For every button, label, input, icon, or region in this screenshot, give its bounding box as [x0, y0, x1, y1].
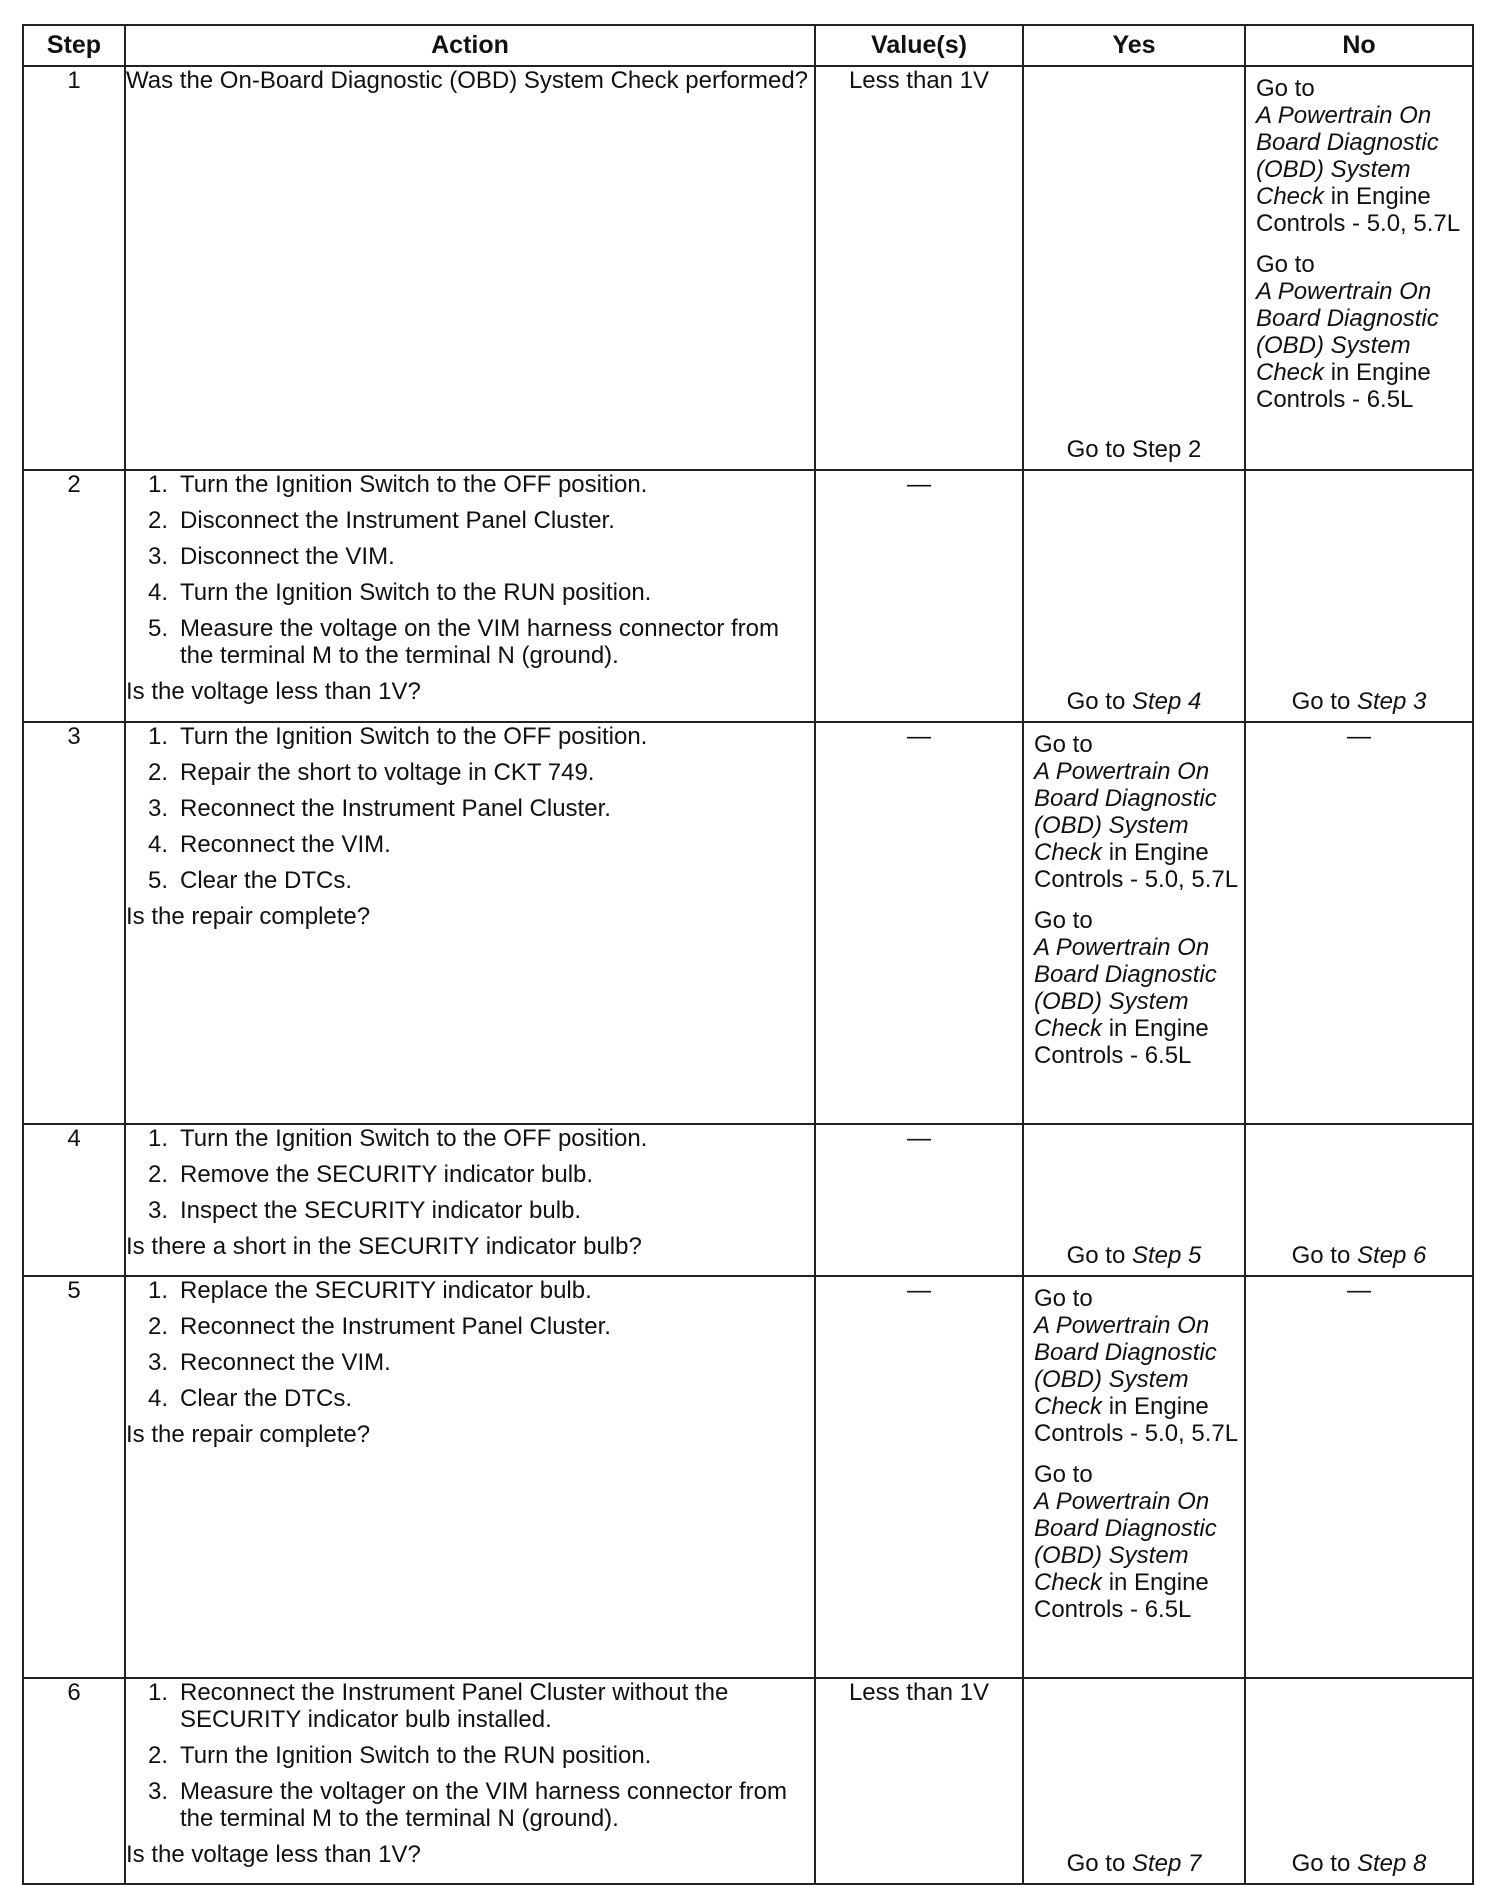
action-question: Is the voltage less than 1V? [126, 678, 421, 705]
action-cell [125, 722, 815, 1124]
table-row-step-2 [23, 470, 1473, 722]
obd-check-link[interactable]: A Powertrain On Board Diagnostic (OBD) System Check [1256, 102, 1439, 210]
yes-cell [1023, 66, 1245, 470]
table-row-step-3 [23, 722, 1473, 1124]
action-step: 3. Reconnect the VIM. [148, 1349, 391, 1376]
action-step: 3. Reconnect the Instrument Panel Cluster. [148, 795, 611, 822]
step-number: 6 [23, 1678, 125, 1884]
engine-controls-label: in Engine Controls - 6.5L [1034, 1569, 1209, 1623]
step-number: 3 [23, 722, 125, 1124]
value-cell: Less than 1V [815, 1678, 1023, 1884]
action-step: 1. Turn the Ignition Switch to the OFF position. [148, 1125, 648, 1152]
action-step: 3. Disconnect the VIM. [148, 543, 395, 570]
value-cell: Less than 1V [815, 66, 1023, 470]
action-step-list [126, 723, 814, 894]
value-cell: — [815, 722, 1023, 1124]
goto-label: Go to [1034, 731, 1093, 758]
table-row-step-1 [23, 66, 1473, 470]
no-cell: — [1245, 1276, 1473, 1678]
step-number: 2 [23, 470, 125, 722]
value-cell: — [815, 1124, 1023, 1276]
action-step: 3. Measure the voltager on the VIM harness connector from the terminal M to the terminal N (ground). [148, 1778, 787, 1832]
engine-controls-label: in Engine Controls - 5.0, 5.7L [1256, 183, 1461, 237]
action-step: 3. Inspect the SECURITY indicator bulb. [148, 1197, 582, 1224]
obd-check-link[interactable]: A Powertrain On Board Diagnostic (OBD) System Check [1034, 1312, 1217, 1420]
header-no: No [1245, 25, 1473, 66]
table-row-step-5 [23, 1276, 1473, 1678]
header-row [23, 25, 1473, 66]
header-yes: Yes [1023, 25, 1245, 66]
action-question: Is the voltage less than 1V? [126, 1841, 421, 1868]
action-step-list [126, 471, 814, 669]
action-cell [125, 470, 815, 722]
obd-check-link[interactable]: A Powertrain On Board Diagnostic (OBD) System Check [1034, 934, 1217, 1042]
no-cell [1245, 66, 1473, 470]
yes-goto: Go to Step 2 [1066, 436, 1202, 463]
engine-controls-label: in Engine Controls - 6.5L [1034, 1015, 1209, 1069]
no-cell [1245, 1678, 1473, 1884]
yes-goto[interactable]: Go to Step 4 [1066, 688, 1202, 715]
action-step: 4. Turn the Ignition Switch to the RUN position. [148, 579, 652, 606]
table-row-step-6 [23, 1678, 1473, 1884]
goto-label: Go to [1034, 1285, 1093, 1312]
yes-cell [1023, 722, 1245, 1124]
action-step-list [126, 1125, 814, 1224]
goto-label: Go to [1034, 907, 1093, 934]
action-step: 2. Turn the Ignition Switch to the RUN position. [148, 1742, 652, 1769]
step-number: 4 [23, 1124, 125, 1276]
action-step: 5. Measure the voltage on the VIM harness connector from the terminal M to the terminal N (ground). [148, 615, 779, 669]
action-step: 2. Reconnect the Instrument Panel Cluster. [148, 1313, 611, 1340]
obd-check-link[interactable]: A Powertrain On Board Diagnostic (OBD) System Check [1256, 278, 1439, 386]
step-number: 1 [23, 66, 125, 470]
goto-label: Go to [1034, 1461, 1093, 1488]
no-cell: — [1245, 722, 1473, 1124]
action-question: Is there a short in the SECURITY indicator bulb? [126, 1233, 642, 1260]
no-goto[interactable]: Go to Step 8 [1291, 1850, 1427, 1877]
value-cell: — [815, 1276, 1023, 1678]
action-cell [125, 1124, 815, 1276]
action-step: 1. Turn the Ignition Switch to the OFF position. [148, 723, 648, 750]
table-row-step-4 [23, 1124, 1473, 1276]
action-step: 4. Clear the DTCs. [148, 1385, 353, 1412]
obd-check-link[interactable]: A Powertrain On Board Diagnostic (OBD) System Check [1034, 758, 1217, 866]
yes-cell [1023, 1276, 1245, 1678]
diagnostic-table [22, 24, 1474, 1885]
goto-label: Go to [1256, 251, 1315, 278]
action-step: 1. Turn the Ignition Switch to the OFF position. [148, 471, 648, 498]
engine-controls-label: in Engine Controls - 6.5L [1256, 359, 1431, 413]
action-question: Is the repair complete? [126, 903, 371, 930]
yes-cell [1023, 470, 1245, 722]
yes-cell [1023, 1678, 1245, 1884]
no-cell [1245, 470, 1473, 722]
action-step-list [126, 1679, 814, 1832]
header-step: Step [23, 25, 125, 66]
action-step: 4. Reconnect the VIM. [148, 831, 391, 858]
action-step: 2. Disconnect the Instrument Panel Cluster. [148, 507, 615, 534]
no-cell [1245, 1124, 1473, 1276]
action-step-list [126, 1277, 814, 1412]
action-step: 2. Repair the short to voltage in CKT 749. [148, 759, 595, 786]
yes-cell [1023, 1124, 1245, 1276]
no-goto[interactable]: Go to Step 3 [1291, 688, 1427, 715]
engine-controls-label: in Engine Controls - 5.0, 5.7L [1034, 839, 1239, 893]
yes-goto[interactable]: Go to Step 7 [1066, 1850, 1202, 1877]
action-cell [125, 1678, 815, 1884]
action-cell [125, 1276, 815, 1678]
step-number: 5 [23, 1276, 125, 1678]
action-step: 1. Replace the SECURITY indicator bulb. [148, 1277, 592, 1304]
yes-goto[interactable]: Go to Step 5 [1066, 1242, 1202, 1269]
action-question: Is the repair complete? [126, 1421, 371, 1448]
action-cell [125, 66, 815, 470]
header-values: Value(s) [815, 25, 1023, 66]
obd-check-link[interactable]: A Powertrain On Board Diagnostic (OBD) System Check [1034, 1488, 1217, 1596]
action-step: 5. Clear the DTCs. [148, 867, 353, 894]
engine-controls-label: in Engine Controls - 5.0, 5.7L [1034, 1393, 1239, 1447]
header-action: Action [125, 25, 815, 66]
action-step: 1. Reconnect the Instrument Panel Cluster without the SECURITY indicator bulb installed. [148, 1679, 729, 1733]
no-goto[interactable]: Go to Step 6 [1291, 1242, 1427, 1269]
goto-label: Go to [1256, 75, 1315, 102]
value-cell: — [815, 470, 1023, 722]
action-step: 2. Remove the SECURITY indicator bulb. [148, 1161, 594, 1188]
action-question: Was the On-Board Diagnostic (OBD) System Check performed? [126, 67, 809, 94]
